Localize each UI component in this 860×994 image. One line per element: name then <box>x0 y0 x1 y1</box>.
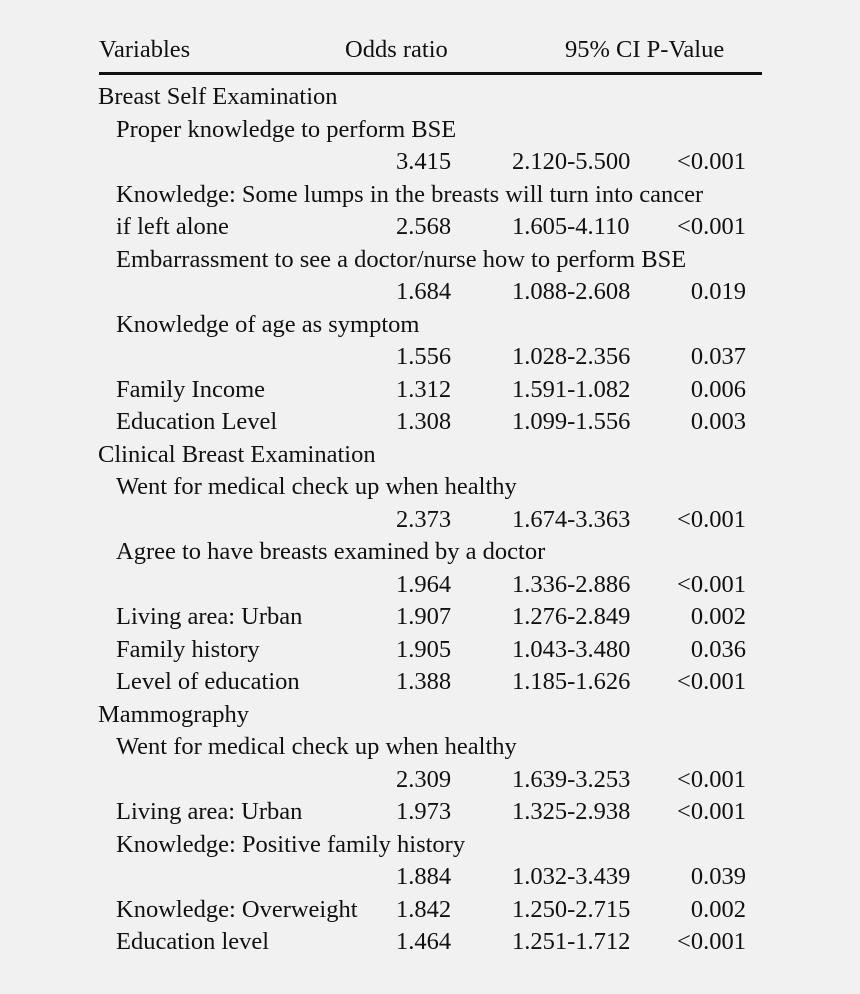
variable-label: Living area: Urban <box>116 603 303 630</box>
confidence-interval-value: 1.591-1.082 <box>512 375 631 403</box>
odds-ratio-value: 1.312 <box>396 375 452 403</box>
p-value: <0.001 <box>677 505 746 533</box>
odds-ratio-value: 2.568 <box>396 213 452 240</box>
variable-label: Went for medical check up when healthy <box>116 733 517 760</box>
section-heading-row <box>0 699 860 732</box>
confidence-interval-value: 1.276-2.849 <box>512 603 631 630</box>
section-heading-row <box>0 439 860 472</box>
table-row <box>0 666 860 699</box>
table-row <box>0 211 860 244</box>
odds-ratio-value: 1.905 <box>396 635 452 663</box>
confidence-interval-value: 1.250-2.715 <box>512 895 631 923</box>
p-value: <0.001 <box>677 213 746 240</box>
table-row <box>0 374 860 407</box>
variable-label: Knowledge: Some lumps in the breasts will turn into cancer <box>116 180 704 208</box>
table-row <box>0 829 860 862</box>
confidence-interval-value: 1.251-1.712 <box>512 928 631 955</box>
table-row <box>0 471 860 504</box>
table-row <box>0 341 860 374</box>
table-row <box>0 179 860 212</box>
header-rule <box>99 72 762 75</box>
odds-ratio-value: 2.373 <box>396 505 452 533</box>
p-value: 0.039 <box>690 863 746 890</box>
table-row <box>0 634 860 667</box>
variable-label: Knowledge: Positive family history <box>116 830 466 858</box>
odds-ratio-value: 3.415 <box>396 148 452 175</box>
odds-ratio-value: 1.907 <box>396 603 452 630</box>
table-row <box>0 764 860 797</box>
confidence-interval-value: 1.336-2.886 <box>512 570 631 598</box>
table-row <box>0 569 860 602</box>
table-row <box>0 536 860 569</box>
table-row <box>0 894 860 927</box>
confidence-interval-value: 1.674-3.363 <box>512 505 631 533</box>
header-ci-pvalue: 95% CI P-Value <box>565 36 725 63</box>
p-value: <0.001 <box>677 148 746 175</box>
variable-label: if left alone <box>116 213 229 240</box>
p-value: <0.001 <box>677 765 746 793</box>
p-value: 0.003 <box>690 408 746 435</box>
confidence-interval-value: 2.120-5.500 <box>512 148 631 175</box>
section-heading-row <box>0 81 860 114</box>
confidence-interval-value: 1.099-1.556 <box>512 408 631 435</box>
table-body <box>0 81 860 959</box>
variable-label: Family history <box>116 635 260 663</box>
variable-label: Proper knowledge to perform BSE <box>116 115 457 143</box>
p-value: <0.001 <box>677 668 746 695</box>
variable-label: Knowledge: Overweight <box>116 895 358 923</box>
variable-label: Living area: Urban <box>116 798 303 825</box>
table-row <box>0 114 860 147</box>
confidence-interval-value: 1.088-2.608 <box>512 278 631 305</box>
table-row <box>0 731 860 764</box>
table-row <box>0 244 860 277</box>
confidence-interval-value: 1.032-3.439 <box>512 863 631 890</box>
table-row <box>0 406 860 439</box>
table-row <box>0 601 860 634</box>
variable-label: Embarrassment to see a doctor/nurse how to perform BSE <box>116 245 687 273</box>
confidence-interval-value: 1.639-3.253 <box>512 765 631 793</box>
p-value: <0.001 <box>677 798 746 825</box>
odds-ratio-value: 1.884 <box>396 863 452 890</box>
confidence-interval-value: 1.043-3.480 <box>512 635 631 663</box>
p-value: <0.001 <box>677 928 746 955</box>
confidence-interval-value: 1.028-2.356 <box>512 343 631 370</box>
variable-label: Family Income <box>116 375 266 403</box>
table-row <box>0 276 860 309</box>
header-odds-ratio: Odds ratio <box>345 36 448 63</box>
section-heading: Mammography <box>98 700 250 728</box>
variable-label: Level of education <box>116 668 300 695</box>
confidence-interval-value: 1.605-4.110 <box>512 213 630 240</box>
odds-ratio-value: 2.309 <box>396 765 452 793</box>
p-value: 0.036 <box>690 635 746 663</box>
p-value: 0.006 <box>690 375 746 403</box>
p-value: 0.002 <box>690 895 746 923</box>
p-value: <0.001 <box>677 570 746 598</box>
section-heading: Clinical Breast Examination <box>98 440 376 468</box>
table-row <box>0 796 860 829</box>
variable-label: Agree to have breasts examined by a doctor <box>116 538 546 565</box>
table-row <box>0 926 860 959</box>
section-heading: Breast Self Examination <box>98 83 338 110</box>
odds-ratio-value: 1.464 <box>396 928 452 955</box>
odds-ratio-value: 1.556 <box>396 343 452 370</box>
table-row <box>0 146 860 179</box>
odds-ratio-value: 1.964 <box>396 570 452 598</box>
table-row <box>0 309 860 342</box>
variable-label: Went for medical check up when healthy <box>116 473 517 500</box>
confidence-interval-value: 1.325-2.938 <box>512 798 631 825</box>
p-value: 0.019 <box>690 278 746 305</box>
table-row <box>0 861 860 894</box>
variable-label: Knowledge of age as symptom <box>116 310 420 338</box>
odds-ratio-value: 1.973 <box>396 798 452 825</box>
odds-ratio-value: 1.388 <box>396 668 452 695</box>
header-variables: Variables <box>99 36 191 63</box>
odds-ratio-value: 1.308 <box>396 408 452 435</box>
variable-label: Education level <box>116 928 270 955</box>
odds-ratio-value: 1.684 <box>396 278 452 305</box>
variable-label: Education Level <box>116 408 278 435</box>
confidence-interval-value: 1.185-1.626 <box>512 668 631 695</box>
p-value: 0.037 <box>690 343 746 370</box>
odds-ratio-value: 1.842 <box>396 895 452 923</box>
table-row <box>0 504 860 537</box>
p-value: 0.002 <box>690 603 746 630</box>
